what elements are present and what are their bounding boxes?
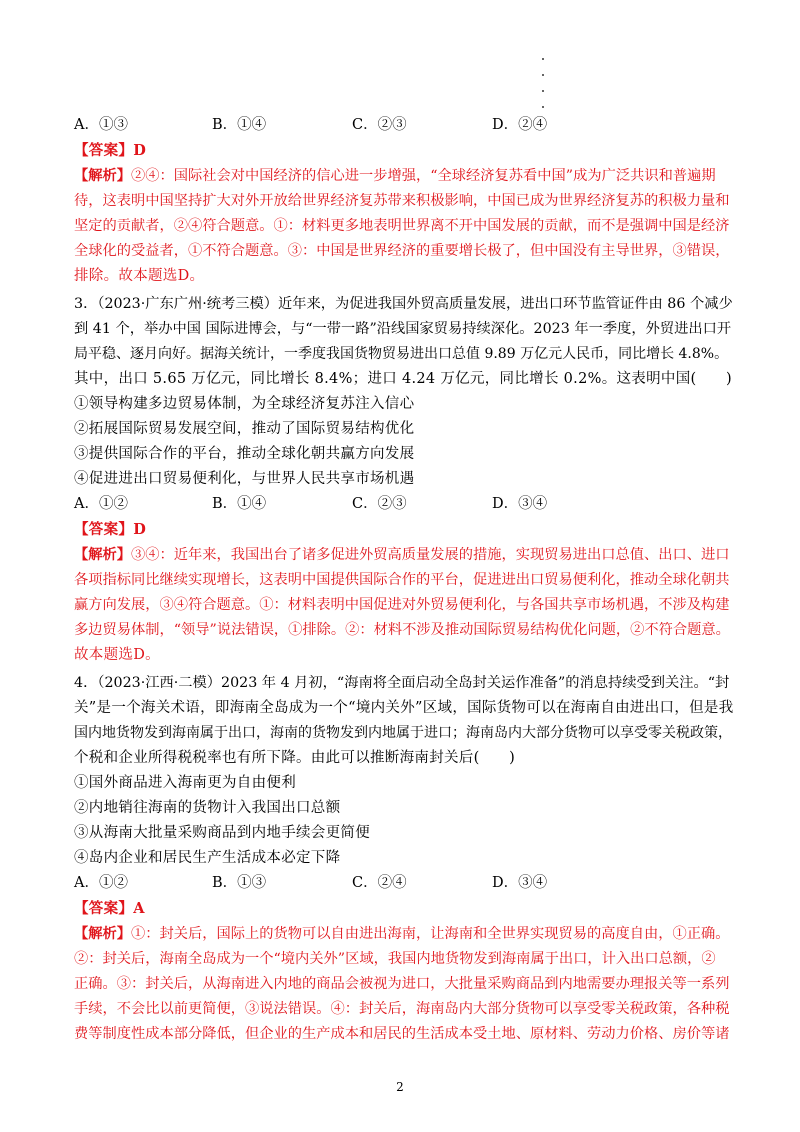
q4-analysis-line-4: 手续，不会比以前更简便，③说法错误。④：封关后，海南岛内大部分货物可以享受零关税政策，各种税 <box>74 1001 730 1017</box>
q2-analysis-line-5: 排除。故本题选D。 <box>74 268 205 284</box>
q3-stem-line-4: 其中，出口 5.65 万亿元，同比增长 8.4%；进口 4.24 万亿元，同比增长 0.2%。这表明中国( ) <box>74 371 733 387</box>
q4-analysis-text-1: ①：封关后，国际上的货物可以自由进出海南，让海南和全世界实现贸易的高度自由，①正确。 <box>131 926 730 942</box>
q4-item-4: ④岛内企业和居民生产生活成本必定下降 <box>74 850 341 866</box>
q4-stem-line-3: 国内地货物发到海南属于出口，海南的货物发到内地属于进口；海南岛内大部分货物可以享受零关税政策， <box>74 725 732 741</box>
page-number: 2 <box>396 1080 404 1094</box>
q2-analysis-text-1: ②④：国际社会对中国经济的信心进一步增强，“全球经济复苏看中国”成为广泛共识和普遍期 <box>131 168 716 184</box>
q3-option-c: C．②③ <box>352 496 407 512</box>
q3-answer: 【答案】D <box>74 521 147 538</box>
q2-analysis-line-4: 全球化的受益者，①不符合题意。③：中国是世界经济的重要增长极了，但中国没有主导世界，③错误， <box>74 243 730 259</box>
q2-option-a: A．①③ <box>74 117 128 133</box>
q4-analysis-line-1 <box>74 924 734 944</box>
q3-option-b: B．①④ <box>212 496 267 512</box>
q4-item-2: ②内地销往海南的货物计入我国出口总额 <box>74 800 341 816</box>
q3-analysis-line-3: 赢方向发展，③④符合题意。①：材料表明中国促进对外贸易便利化，与各国共享市场机遇，不涉及构建 <box>74 597 730 613</box>
q4-option-a: A．①② <box>74 875 128 891</box>
q3-item-2: ②拓展国际贸易发展空间，推动了国际贸易结构优化 <box>74 421 415 437</box>
q3-analysis-line-1 <box>74 545 734 565</box>
q4-option-d: D．③④ <box>492 875 548 891</box>
q3-analysis-line-5: 故本题选D。 <box>74 647 160 663</box>
q4-options <box>74 873 734 893</box>
q4-item-1: ①国外商品进入海南更为自由便利 <box>74 775 296 791</box>
q2-analysis-line-1 <box>74 166 734 186</box>
q3-analysis-label: 【解析】 <box>74 547 132 563</box>
q3-analysis-line-4: 多边贸易体制，“领导”说法错误，①排除。②：材料不涉及推动国际贸易结构优化问题，②不符合题意。 <box>74 622 730 638</box>
q3-item-3: ③提供国际合作的平台，推动全球化朝共赢方向发展 <box>74 446 415 462</box>
q4-analysis-line-2: ②：封关后，海南全岛成为一个“境内关外”区域，我国内地货物发到海南属于出口，计入出口总额，② <box>74 951 716 967</box>
q3-analysis-text-1: ③④：近年来，我国出台了诸多促进外贸高质量发展的措施，实现贸易进出口总值、出口、进口 <box>131 547 730 563</box>
q2-option-b: B．①④ <box>212 117 267 133</box>
q3-stem-line-3: 局平稳、逐月向好。据海关统计，一季度我国货物贸易进出口总值 9.89 万亿元人民币，同比增长 4.8%。 <box>74 346 729 362</box>
q4-option-c: C．②④ <box>352 875 407 891</box>
q3-stem-line-1: 3．（2023·广东广州·统考三模）近年来，为促进我国外贸高质量发展，进出口环节监管证件由 86 个减少 <box>74 296 733 312</box>
q4-analysis-line-5: 费等制度性成本部分降低，但企业的生产成本和居民的生活成本受土地、原材料、劳动力价格、房价等诸 <box>74 1026 730 1042</box>
q4-analysis-label: 【解析】 <box>74 926 132 942</box>
q2-analysis-label: 【解析】 <box>74 168 132 184</box>
q3-options <box>74 494 734 514</box>
q3-option-a: A．①② <box>74 496 128 512</box>
q4-item-3: ③从海南大批量采购商品到内地手续会更简便 <box>74 825 370 841</box>
q2-analysis-line-3: 坚定的贡献者，②④符合题意。①：材料更多地表明世界离不开中国发展的贡献，而不是强调中国是经济 <box>74 218 730 234</box>
q3-option-d: D．③④ <box>492 496 548 512</box>
q4-analysis-line-3: 正确。③：封关后，从海南进入内地的商品会被视为进口，大批量采购商品到内地需要办理报关等一系列 <box>74 976 730 992</box>
q4-option-b: B．①③ <box>212 875 267 891</box>
q4-stem-line-2: 关”是一个海关术语，即海南全岛成为一个“境内关外”区域，国际货物可以在海南自由进出口，但是我 <box>74 700 734 716</box>
q2-answer: 【答案】D <box>74 142 147 159</box>
q3-item-4: ④促进进出口贸易便利化，与世界人民共享市场机遇 <box>74 471 415 487</box>
q4-stem-line-4: 个税和企业所得税税率也有所下降。由此可以推断海南封关后( ) <box>74 750 516 766</box>
q2-analysis-line-2: 待，这表明中国坚持扩大对外开放给世界经济复苏带来积极影响，中国已成为世界经济复苏的积极力量和 <box>74 193 730 209</box>
q3-analysis-line-2: 各项指标同比继续实现增长，这表明中国提供国际合作的平台，促进进出口贸易便利化，推动全球化朝共 <box>74 572 730 588</box>
q4-answer: 【答案】A <box>74 900 145 917</box>
q2-option-d: D．②④ <box>492 117 548 133</box>
q3-stem-line-2: 到 41 个，举办中国 国际进博会，与“一带一路”沿线国家贸易持续深化。2023 年一季度，外贸进出口开 <box>74 321 732 337</box>
q2-option-c: C．②③ <box>352 117 407 133</box>
margin-dots <box>542 58 548 108</box>
q3-item-1: ①领导构建多边贸易体制，为全球经济复苏注入信心 <box>74 396 415 412</box>
q4-stem-line-1: 4．（2023·江西·二模）2023 年 4 月初，“海南将全面启动全岛封关运作准备”的消息持续受到关注。“封 <box>74 675 730 691</box>
q2-options <box>74 115 734 135</box>
